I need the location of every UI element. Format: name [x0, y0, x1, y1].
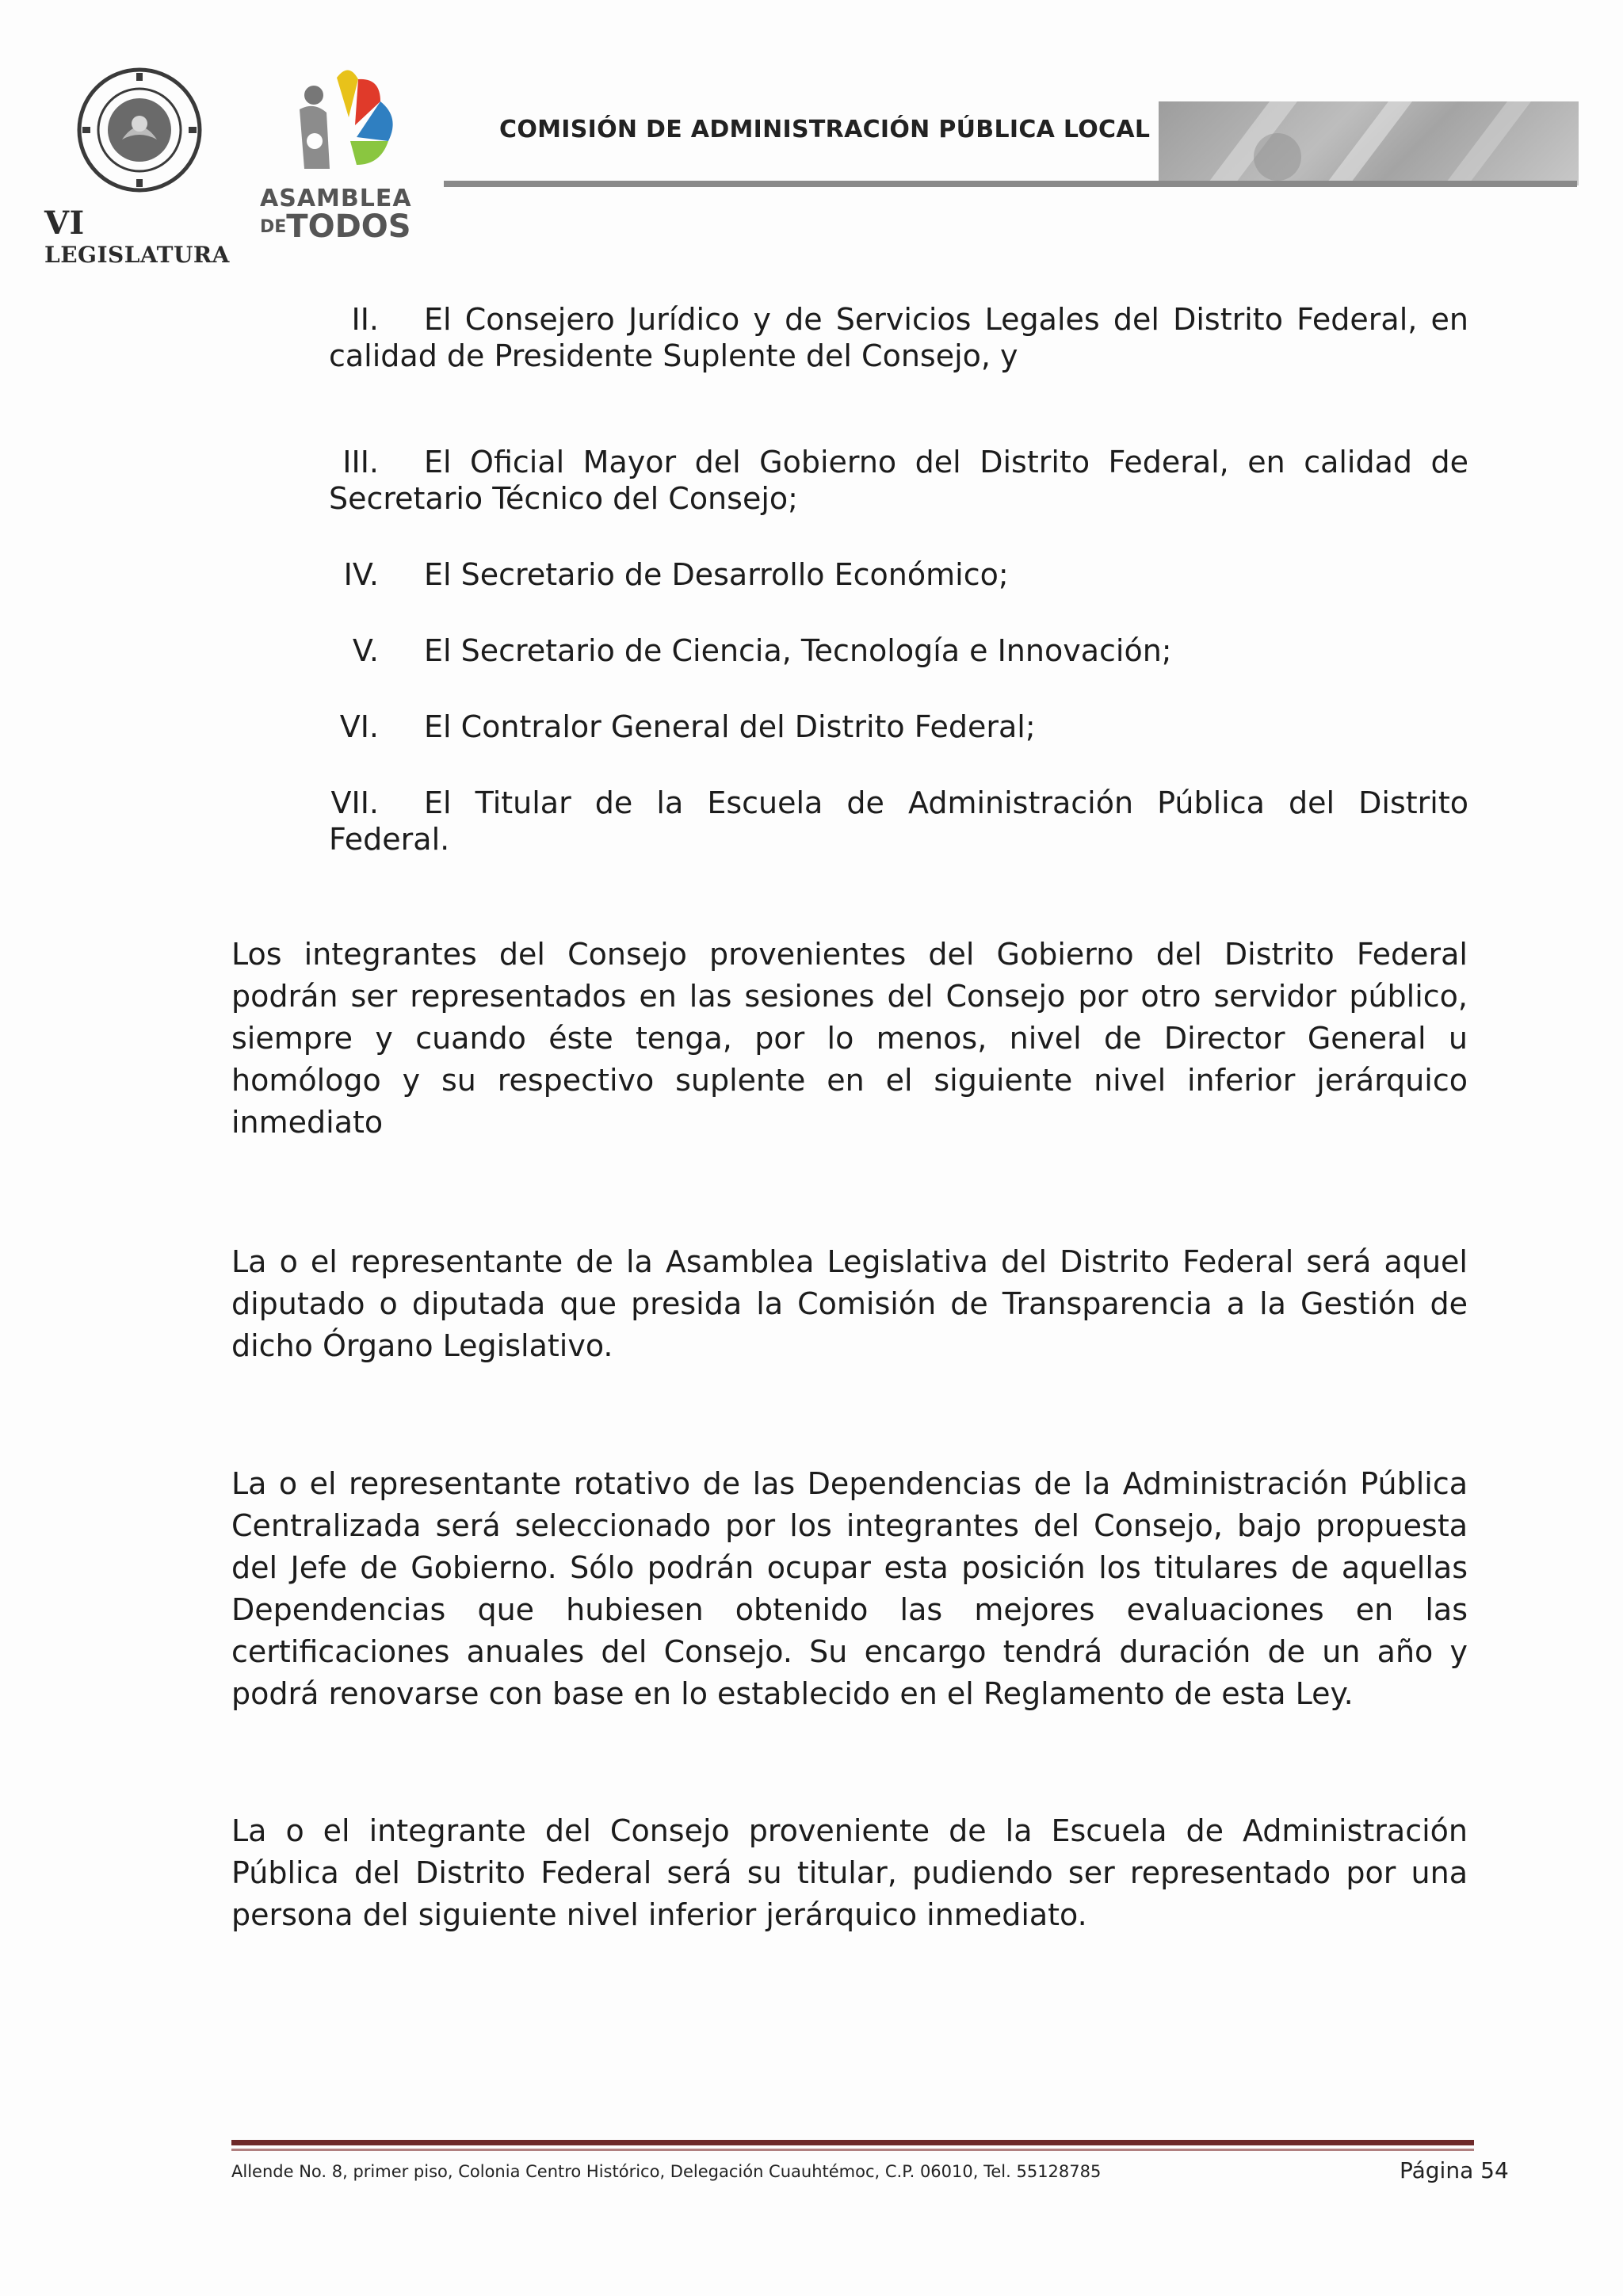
list-item-text: El Titular de la Escuela de Administración Pública del Distrito Federal. [329, 785, 1468, 857]
list-item-text-block [329, 301, 1468, 374]
list-item-text: El Secretario de Ciencia, Tecnología e Innovación; [424, 633, 1172, 668]
list-item-number: VII. [330, 785, 379, 820]
body-paragraph: La o el representante de la Asamblea Legislativa del Distrito Federal será aquel diputado o diputada que presida la Comisión de Transparencia a la Gestión de dicho Órgano Legislativo. [231, 1244, 1468, 1363]
list-item-text-block [424, 632, 1470, 669]
list-item-text: El Contralor General del Distrito Federal; [424, 709, 1036, 744]
list-item-text-block [424, 709, 1470, 745]
asamblea-de-todos-wordmark [260, 187, 450, 243]
footer-rule [231, 2140, 1474, 2145]
list-item-text: El Consejero Jurídico y de Servicios Legales del Distrito Federal, en calidad de Presidente Suplente del Consejo, y [329, 302, 1468, 373]
list-item-text-block [329, 785, 1468, 858]
logo-line2-main: TODOS [286, 208, 411, 245]
legislature-word: LEGISLATURA [44, 242, 230, 268]
page-header-title: COMISIÓN DE ADMINISTRACIÓN PÚBLICA LOCAL [499, 116, 1151, 143]
list-item-number: III. [342, 445, 379, 479]
header-rule [444, 181, 1577, 187]
list-item-number: VI. [339, 709, 379, 744]
list-item-number: V. [352, 633, 379, 668]
footer-address: Allende No. 8, primer piso, Colonia Centro Histórico, Delegación Cuauhtémoc, C.P. 06010, Tel. 55128785 [231, 2162, 1102, 2181]
body-paragraph: Los integrantes del Consejo provenientes del Gobierno del Distrito Federal podrán ser representados en las sesiones del Consejo por otro servidor público, siempre y cuando éste tenga, por lo menos, nivel de Director General u homólogo y su respectivo suplente en el siguiente nivel inferior jerárquico inmediato [231, 937, 1468, 1140]
list-item-number: II. [351, 302, 379, 337]
list-item-text: El Oficial Mayor del Gobierno del Distrito Federal, en calidad de Secretario Técnico del Consejo; [329, 445, 1468, 516]
legislature-label [44, 204, 235, 268]
page-number: Página 54 [1400, 2157, 1509, 2183]
logo-line1: ASAMBLEA [260, 185, 412, 212]
list-item-text: El Secretario de Desarrollo Económico; [424, 557, 1009, 592]
list-item-text-block [424, 556, 1470, 593]
legislative-seal-logo [76, 67, 203, 193]
legislature-number: VI [44, 204, 85, 242]
body-paragraph: La o el integrante del Consejo proveniente de la Escuela de Administración Pública del Distrito Federal será su titular, pudiendo ser representado por una persona del siguiente nivel inferior jerárquico inmediato. [231, 1813, 1468, 1932]
list-item-number: IV. [343, 557, 379, 592]
logo-line2-prefix: DE [260, 217, 287, 237]
body-paragraph: La o el representante rotativo de las Dependencias de la Administración Pública Centralizada será seleccionado por los integrantes del Consejo, bajo propuesta del Jefe de Gobierno. Sólo podrán ocupar esta posición los titulares de aquellas Dependencias que hubiesen obtenido las mejores evaluaciones en las certificaciones anuales del Consejo. Su encargo tendrá duración de un año y podrá renovarse con base en lo establecido en el Reglamento de esta Ley. [231, 1466, 1468, 1711]
header-decorative-band [1159, 101, 1579, 185]
list-item-text-block [329, 444, 1468, 517]
footer-rule-thin [231, 2149, 1474, 2151]
